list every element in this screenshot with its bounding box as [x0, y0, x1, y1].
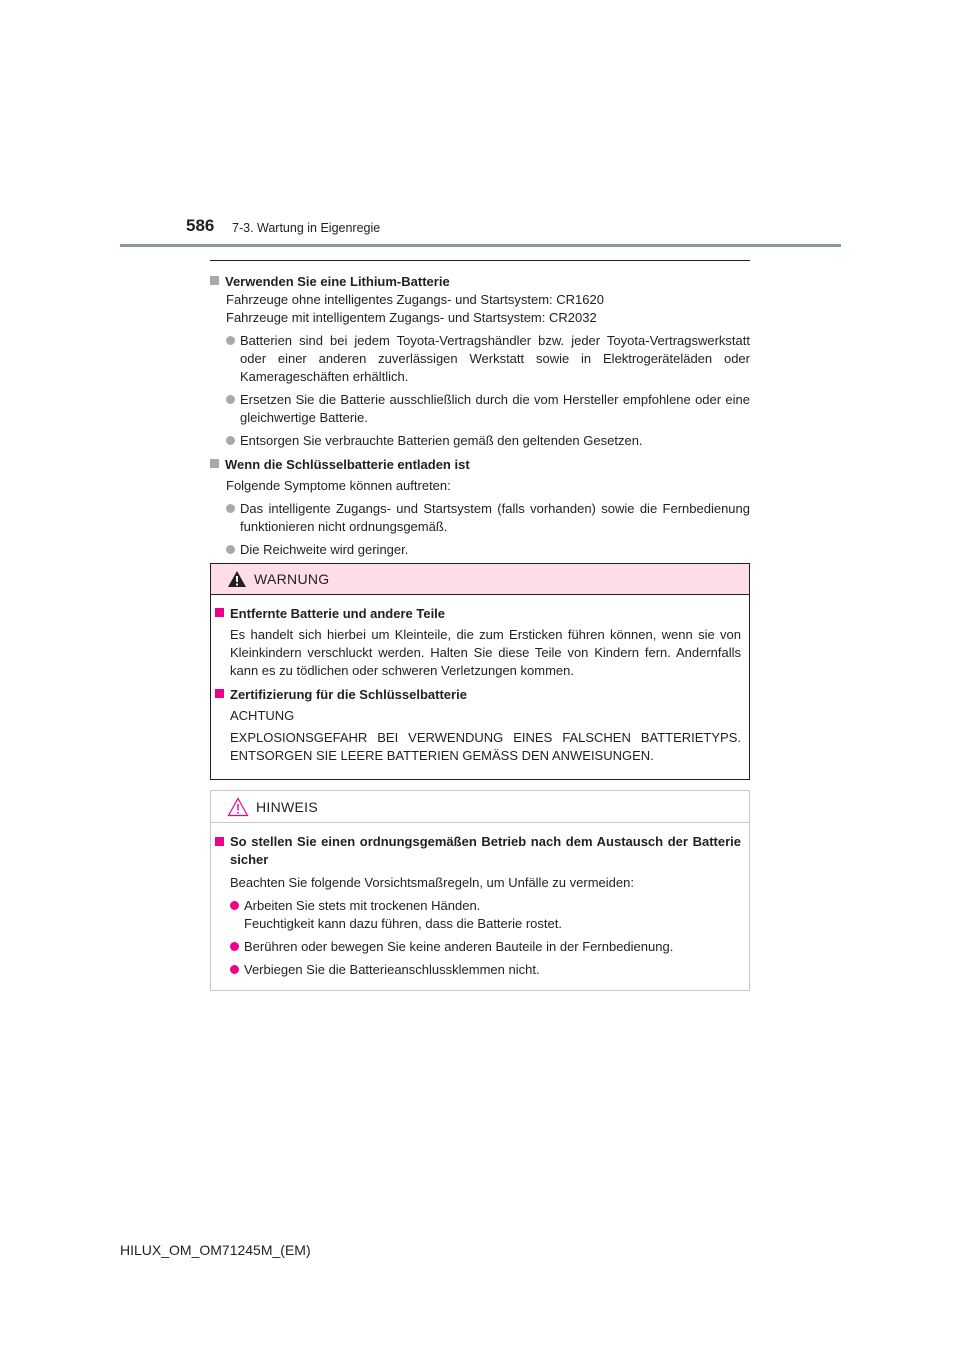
warning-item-2-heading: Zertifizierung für die Schlüsselbatterie	[215, 686, 741, 704]
page-number: 586	[186, 216, 215, 235]
square-marker-icon	[210, 459, 219, 468]
bullet-icon	[226, 395, 235, 404]
warning-body	[211, 595, 749, 765]
main-content	[210, 268, 750, 559]
list-item: Arbeiten Sie stets mit trockenen Händen. Feuchtigkeit kann dazu führen, dass die Batterie rostet.	[215, 897, 741, 933]
discharged-intro: Folgende Symptome können auftreten:	[226, 478, 451, 493]
caution-triangle-icon	[227, 797, 249, 817]
lithium-line-2: Fahrzeuge mit intelligentem Zugangs- und Startsystem: CR2032	[226, 310, 597, 325]
warning-item-2-line-2: EXPLOSIONSGEFAHR BEI VERWENDUNG EINES FALSCHEN BATTERIETYPS. ENTSORGEN SIE LEERE BATTERIEN GEMÄSS DEN ANWEISUNGEN.	[230, 730, 741, 763]
note-body	[211, 823, 749, 979]
list-item: Die Reichweite wird geringer.	[210, 541, 750, 559]
bullet-icon	[230, 965, 239, 974]
list-item: Verbiegen Sie die Batterieanschlussklemmen nicht.	[215, 961, 741, 979]
warning-item-1-text: Es handelt sich hierbei um Kleinteile, die zum Ersticken führen können, wenn sie von Kleinkindern verschluckt werden. Halten Sie diese Teile von Kindern fern. Andernfalls kann es zu tödlichen oder schweren Verletzungen kommen.	[230, 627, 741, 678]
square-marker-icon	[215, 689, 224, 698]
note-box	[210, 790, 750, 991]
discharged-heading: Wenn die Schlüsselbatterie entladen ist	[210, 456, 750, 474]
list-item: Batterien sind bei jedem Toyota-Vertragshändler bzw. jeder Toyota-Vertragswerkstatt oder einer anderen zuverlässigen Werkstatt sowie in Elektrogeräteläden oder Kamerageschäften erhältlich.	[210, 332, 750, 386]
warning-triangle-icon	[227, 570, 247, 588]
warning-box	[210, 563, 750, 780]
bullet-icon	[226, 545, 235, 554]
note-heading: So stellen Sie einen ordnungsgemäßen Betrieb nach dem Austausch der Batterie sicher	[215, 833, 741, 869]
bullet-icon	[230, 901, 239, 910]
square-marker-icon	[215, 837, 224, 846]
warning-item-2-line-1: ACHTUNG	[230, 708, 295, 723]
note-intro: Beachten Sie folgende Vorsichtsmaßregeln, um Unfälle zu vermeiden:	[230, 875, 634, 890]
list-item: Berühren oder bewegen Sie keine anderen Bauteile in der Fernbedienung.	[215, 938, 741, 956]
section-title: 7-3. Wartung in Eigenregie	[232, 221, 381, 235]
header-rule	[120, 244, 841, 247]
note-title: HINWEIS	[256, 798, 318, 815]
warning-title: WARNUNG	[254, 571, 330, 587]
list-item: Entsorgen Sie verbrauchte Batterien gemäß den geltenden Gesetzen.	[210, 432, 750, 450]
list-item: Ersetzen Sie die Batterie ausschließlich durch die vom Hersteller empfohlene oder eine gleichwertige Batterie.	[210, 391, 750, 427]
warning-item-1-heading: Entfernte Batterie und andere Teile	[215, 605, 741, 623]
bullet-icon	[226, 504, 235, 513]
bullet-icon	[226, 436, 235, 445]
lithium-heading: Verwenden Sie eine Lithium-Batterie	[210, 273, 750, 291]
bullet-icon	[226, 336, 235, 345]
square-marker-icon	[210, 276, 219, 285]
lithium-line-1: Fahrzeuge ohne intelligentes Zugangs- und Startsystem: CR1620	[226, 292, 604, 307]
bullet-icon	[230, 942, 239, 951]
note-header	[211, 791, 749, 823]
square-marker-icon	[215, 608, 224, 617]
list-item: Das intelligente Zugangs- und Startsystem (falls vorhanden) sowie die Fernbedienung funktionieren nicht ordnungsgemäß.	[210, 500, 750, 536]
footer-code: HILUX_OM_OM71245M_(EM)	[120, 1242, 311, 1258]
content-rule	[210, 260, 750, 261]
warning-header	[211, 564, 749, 595]
